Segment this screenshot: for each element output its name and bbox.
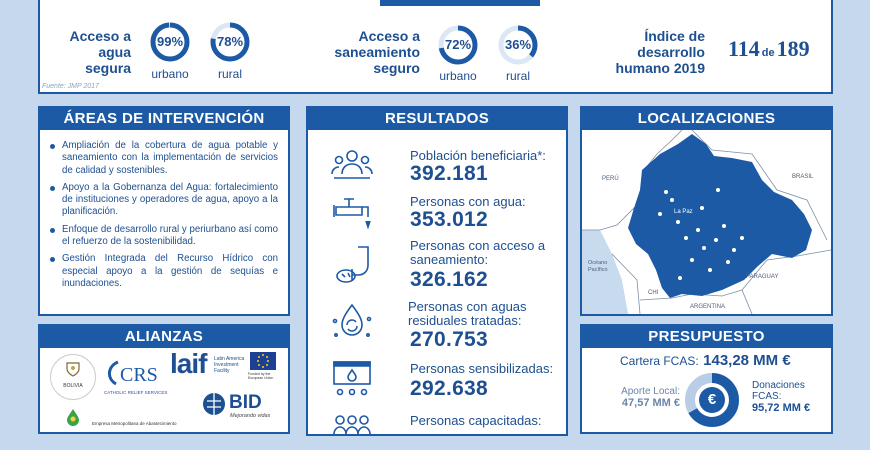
result-label: Personas con acceso a saneamiento: [410, 238, 546, 267]
local-contribution: Aporte Local: 47,57 MM € [621, 386, 680, 409]
sanitation-rural-ring [498, 25, 538, 65]
hdi-label: Índice de desarrollo humano 2019 [615, 28, 705, 76]
intervention-areas-title: ÁREAS DE INTERVENCIÓN [40, 108, 288, 130]
map-label-brasil: BRASIL [792, 174, 814, 180]
country-context-panel [38, 0, 833, 94]
results-panel [306, 106, 568, 436]
water-access-label: Acceso a agua segura [69, 28, 131, 76]
water-tap-icon [330, 193, 374, 233]
result-value: 353.012 [410, 208, 489, 231]
sanitation-rural-label: rural [505, 69, 530, 83]
locations-panel [580, 106, 833, 316]
map-label-lapaz: La Paz [674, 209, 693, 215]
list-item: Gestión Integrada del Recurso Hídrico con especial apoyo a la gestión de sequías e inundaciones. [48, 253, 278, 290]
laif-logo: laif Latin America Investment Facility Funded by the European Union [170, 350, 280, 386]
locations-title: LOCALIZACIONES [582, 108, 831, 130]
list-item: Enfoque de desarrollo rural y periurbano así como el refuerzo de la sostenibilidad. [48, 224, 278, 249]
sanitation-urban-pct: 72% [444, 37, 472, 52]
results-title: RESULTADOS [308, 108, 566, 130]
result-value: 292.638 [410, 377, 489, 400]
map-label-ocean-1: Océano [588, 260, 608, 266]
sanitation-access-label: Acceso a saneamiento seguro [334, 28, 420, 76]
water-urban-pct: 99% [156, 34, 184, 49]
partners-panel: ALIANZAS BOLIVIA CRS CATHOLIC RELIEF SERVICES laif Latin America Investment Facility Funded by the European Union BID Mejorando vidas Empresa Metropolitana de Abastecimiento [38, 324, 290, 434]
presentation-icon [330, 358, 374, 398]
euro-icon: € [707, 391, 717, 408]
water-rural-label: rural [217, 67, 242, 81]
map-label-argentina: ARGENTINA [690, 304, 726, 310]
water-urban-ring [150, 22, 190, 62]
water-rural-pct: 78% [216, 34, 244, 49]
bolivia-ministry-logo: BOLIVIA [50, 354, 96, 400]
sanitation-urban-label: urbano [439, 69, 477, 83]
cartera-total: Cartera FCAS: 143,28 MM € [620, 352, 791, 369]
map-label-peru: PERÚ [602, 176, 619, 182]
map-label-ocean-2: Pacífico [588, 267, 608, 273]
sanitation-urban-ring [438, 25, 478, 65]
context-header-bar [380, 0, 540, 6]
list-item: Ampliación de la cobertura de agua potable y saneamiento con la implementación de servicios de calidad y sostenibles. [48, 140, 278, 177]
source-note: Fuente: JMP 2017 [42, 83, 99, 90]
bolivia-shape [628, 134, 812, 298]
epsas-logo: Empresa Metropolitana de Abastecimiento [66, 408, 196, 430]
training-icon [330, 410, 374, 450]
result-value: 392.181 [410, 162, 489, 185]
budget-panel [580, 324, 833, 434]
water-recycle-icon [330, 301, 374, 341]
coat-of-arms-icon [64, 360, 82, 378]
intervention-areas-list [48, 140, 278, 295]
result-label: Personas con agua: [410, 194, 526, 209]
map-label-chile: CHI [648, 290, 659, 296]
bolivia-map [582, 130, 831, 314]
hdi-rank: 114 de189 [728, 36, 810, 61]
intervention-areas-panel [38, 106, 290, 316]
result-label: Población beneficiaria*: [410, 148, 546, 163]
fcas-donations: Donaciones FCAS: 95,72 MM € [752, 380, 811, 414]
result-label: Personas sensibilizadas: [410, 361, 554, 376]
budget-title: PRESUPUESTO [582, 326, 831, 348]
result-label: Personas con aguas residuales tratadas: [408, 299, 527, 328]
list-item: Apoyo a la Gobernanza del Agua: fortalecimiento de instituciones y operadores de agua, apoyo a la planificación. [48, 182, 278, 219]
budget-donut [684, 372, 740, 428]
result-value: 270.753 [410, 328, 489, 351]
bid-globe-icon [202, 392, 226, 416]
eu-flag-icon [250, 352, 276, 370]
water-drop-icon [66, 408, 80, 426]
water-urban-label: urbano [151, 67, 189, 81]
people-group-icon [330, 146, 374, 186]
sewer-pipe-icon [330, 243, 374, 283]
map-label-paraguay: PARAGUAY [746, 274, 779, 280]
sanitation-rural-pct: 36% [504, 37, 532, 52]
bid-logo: BID Mejorando vidas [202, 392, 282, 422]
partners-title: ALIANZAS [40, 326, 288, 348]
result-value: 326.162 [410, 268, 489, 291]
result-label: Personas capacitadas: [410, 413, 542, 428]
water-rural-ring [210, 22, 250, 62]
